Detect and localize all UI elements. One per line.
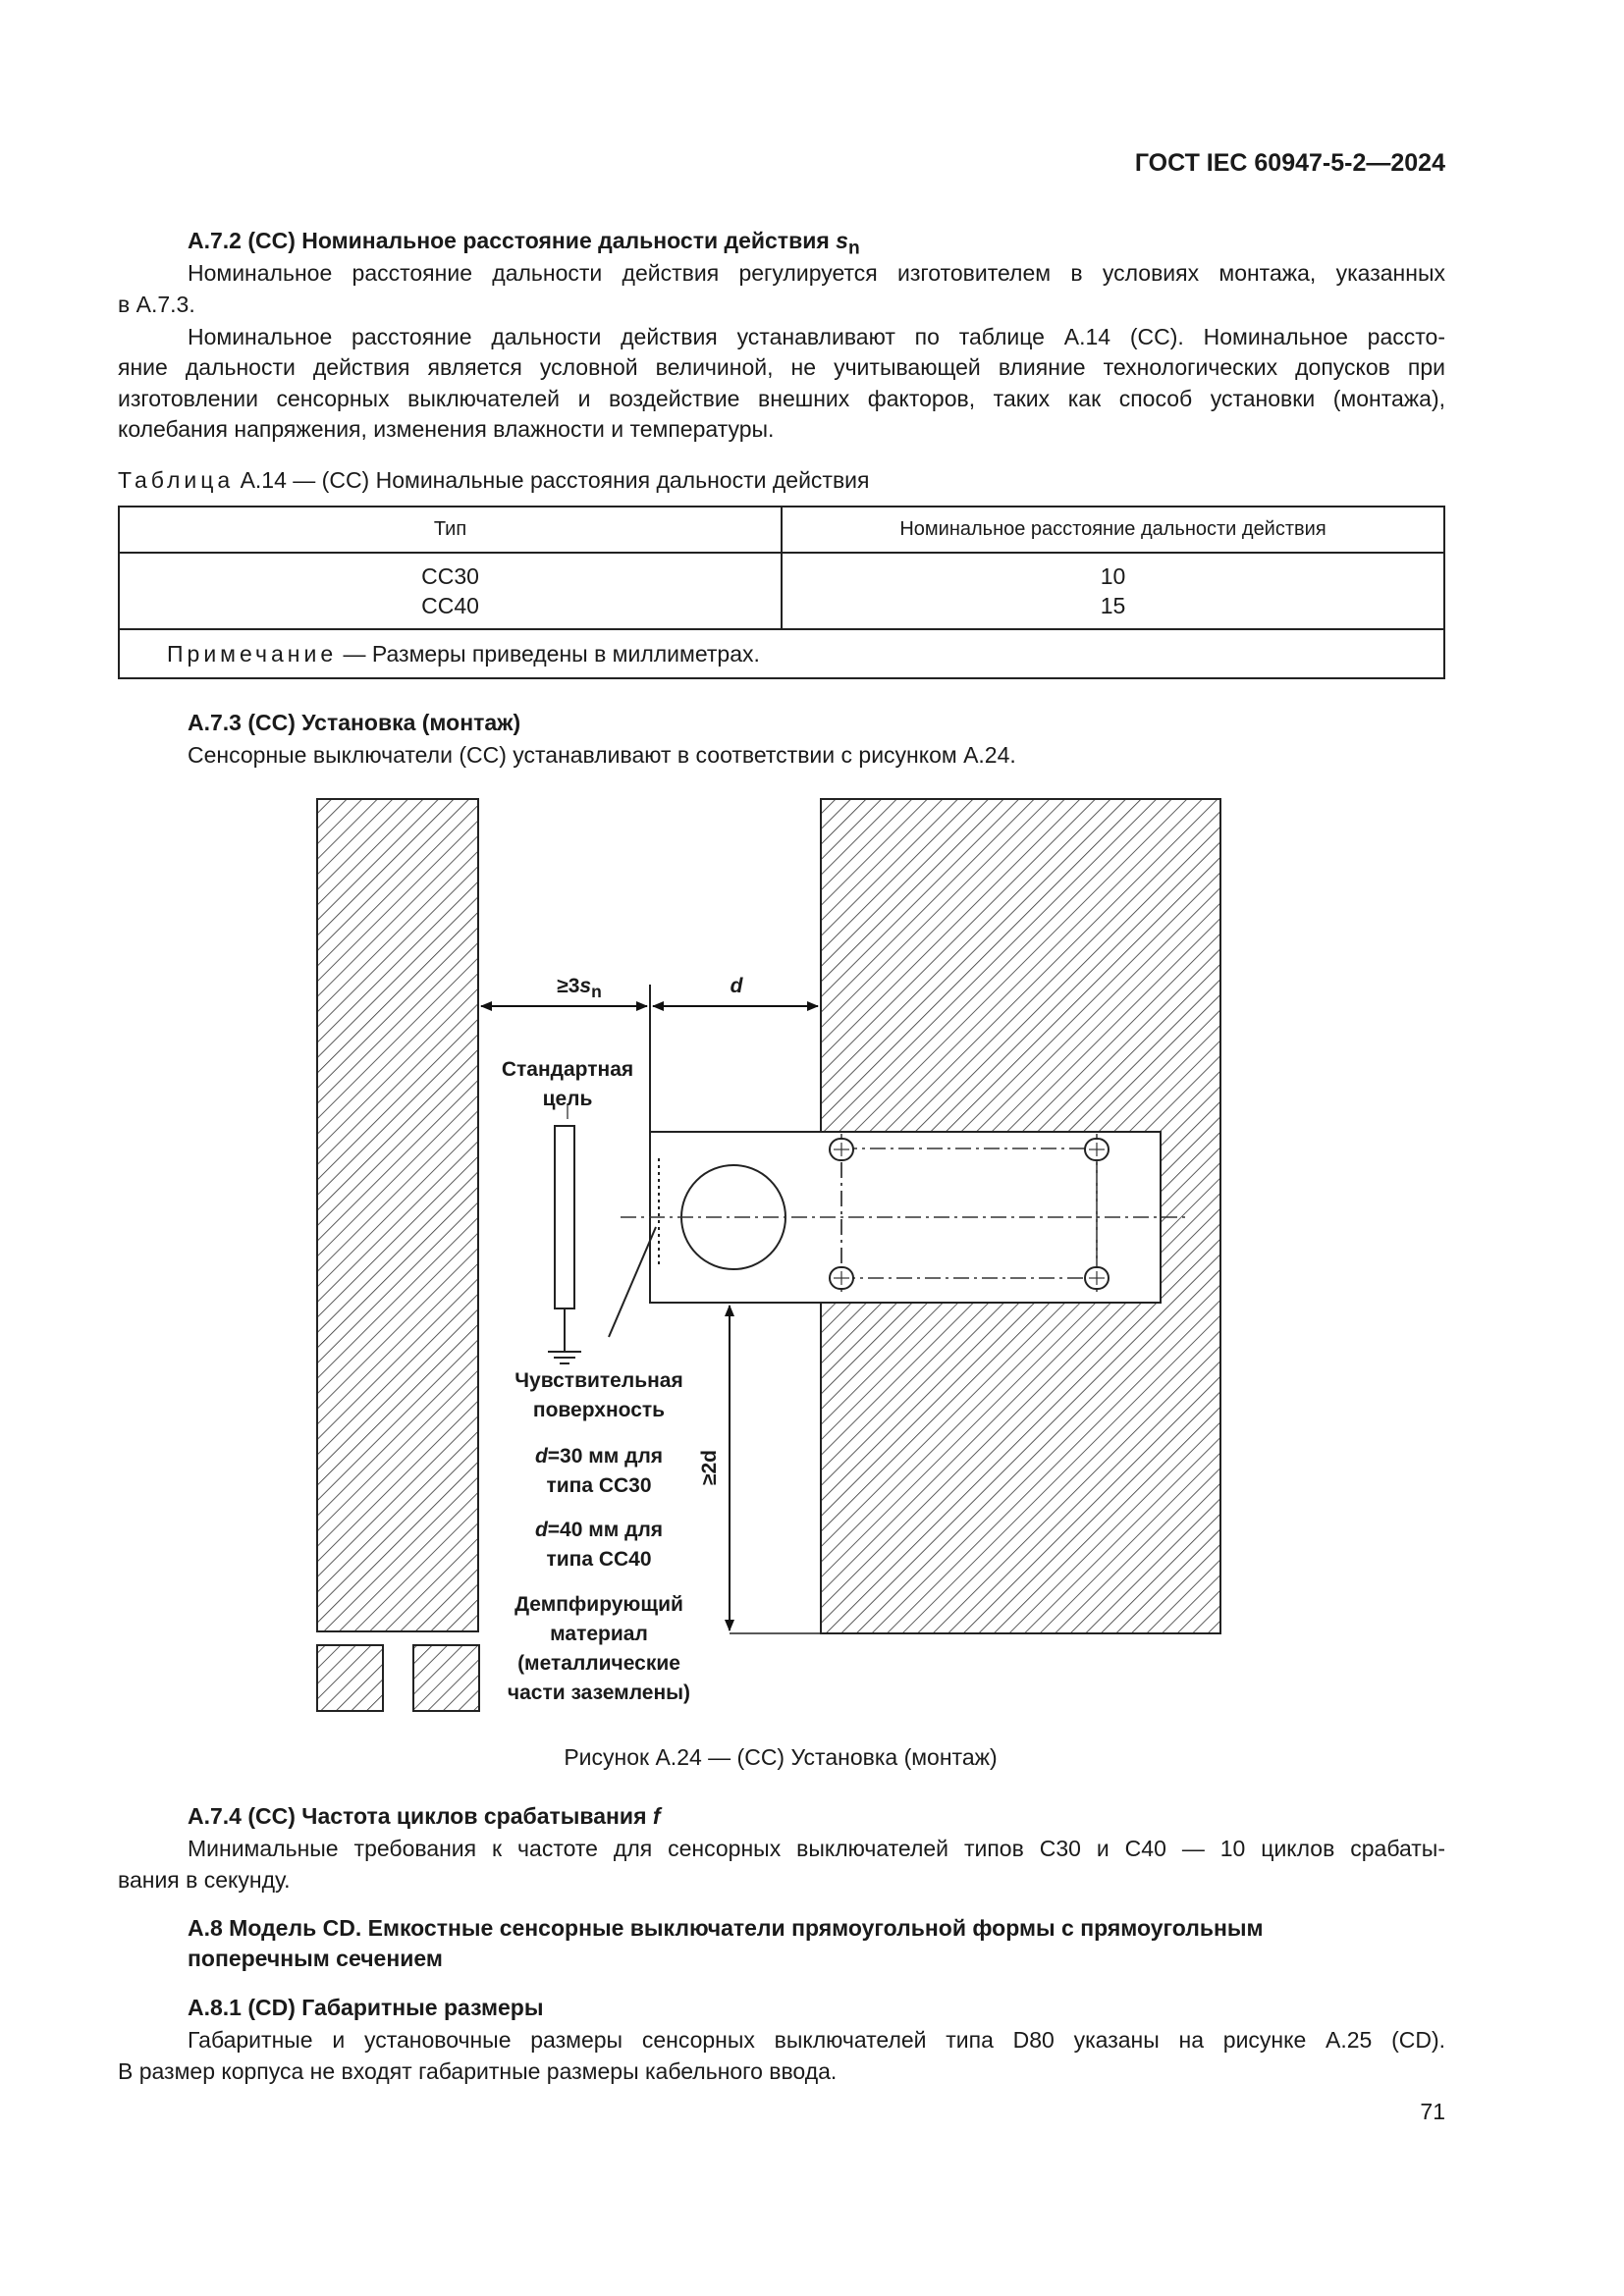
leader-sensitive-surface: [609, 1227, 656, 1337]
label-damping-l3: (металлические: [517, 1652, 680, 1675]
a72-p1-line2: в А.7.3.: [118, 292, 195, 317]
label-dim-3sn: [530, 972, 628, 1006]
document-code: ГОСТ IEC 60947-5-2—2024: [1134, 149, 1445, 177]
standard-target-plate: [555, 1126, 574, 1308]
label-d30-line2: типа CC30: [546, 1474, 652, 1497]
a81-p1-line1: Габаритные и установочные размеры сенсорных выключателей типа D80 указаны на рисунке А.25 (CD).: [188, 2027, 1445, 2053]
label-dim-2d: ≥2d: [698, 1449, 721, 1486]
a72-p2-line1: Номинальное расстояние дальности действия устанавливают по таблице А.14 (CC). Номинальное рассто-: [188, 324, 1445, 349]
page-number: 71: [1420, 2099, 1445, 2124]
table-type-cc30: CC30: [421, 563, 479, 589]
legend-square-2: [413, 1645, 479, 1711]
a74-p1-line2: вания в секунду.: [118, 1867, 291, 1893]
label-d30-line1: [491, 1442, 707, 1471]
left-wall-hatched: [317, 799, 478, 1631]
table-type-cc40: CC40: [421, 593, 479, 618]
label-dim-d: d: [730, 975, 743, 997]
label-d30-sym: d: [534, 1445, 548, 1468]
label-standard-target-l2: цель: [542, 1088, 593, 1110]
label-d40-rest: =40 мм для: [547, 1519, 664, 1541]
label-standard-target-l1: Стандартная: [501, 1058, 634, 1081]
figure-caption: Рисунок А.24 — (CC) Установка (монтаж): [564, 1744, 998, 1770]
table-header-type: Тип: [119, 507, 782, 553]
label-dim-3sn-sub: n: [591, 982, 602, 1002]
label-damping-l1: Демпфирующий: [514, 1593, 683, 1616]
table-note-rest: — Размеры приведены в миллиметрах.: [337, 640, 760, 667]
label-dim-3sn-text: ≥3: [557, 975, 580, 997]
symbol-s: s: [836, 228, 848, 253]
section-a72-title-text: А.7.2 (CC) Номинальное расстояние дальности действия: [188, 228, 837, 253]
table-value-cc40: 15: [1100, 593, 1126, 618]
label-d30: [491, 1442, 707, 1501]
symbol-f: f: [652, 1803, 661, 1829]
label-sensitive-surface: [491, 1366, 707, 1425]
a72-p2-line4: колебания напряжения, изменения влажности и температуры.: [118, 416, 775, 442]
label-damping-material: [491, 1590, 707, 1708]
section-a74-title: [188, 1803, 661, 1830]
label-standard-target: [479, 1055, 656, 1114]
section-a8-title-line2: поперечным сечением: [188, 1946, 443, 1971]
section-a81-title: А.8.1 (CD) Габаритные размеры: [188, 1995, 544, 2020]
section-a73-title: А.7.3 (CC) Установка (монтаж): [188, 710, 521, 735]
symbol-n: n: [847, 238, 860, 259]
a81-p1-line2: В размер корпуса не входят габаритные размеры кабельного ввода.: [118, 2058, 838, 2084]
label-damping-l4: части заземлены): [507, 1682, 691, 1704]
section-a8-title-line1: А.8 Модель CD. Емкостные сенсорные выключатели прямоугольной формы с прямоугольным: [188, 1915, 1264, 1941]
table-header-distance: Номинальное расстояние дальности действия: [782, 507, 1444, 553]
label-d30-rest: =30 мм для: [547, 1445, 664, 1468]
label-dim-3sn-sym: s: [579, 975, 592, 997]
legend-square-1: [317, 1645, 383, 1711]
a73-p1: Сенсорные выключатели (CC) устанавливают в соответствии с рисунком А.24.: [188, 742, 1016, 768]
label-sensitive-surface-l2: поверхность: [532, 1399, 666, 1421]
label-d40-line2: типа CC40: [546, 1548, 652, 1571]
label-damping-l2: материал: [550, 1623, 648, 1645]
table-caption-rest: А.14 — (CC) Номинальные расстояния дальности действия: [234, 467, 870, 493]
a72-p2-line3: изготовлении сенсорных выключателей и воздействие внешних факторов, таких как способ установки (монтажа),: [118, 386, 1445, 411]
section-a74-title-text: А.7.4 (CC) Частота циклов срабатывания: [188, 1803, 653, 1829]
a74-p1-line1: Минимальные требования к частоте для сенсорных выключателей типов С30 и С40 — 10 циклов срабаты-: [188, 1836, 1445, 1861]
label-sensitive-surface-l1: Чувствительная: [514, 1369, 683, 1392]
table-value-cc30: 10: [1100, 563, 1126, 589]
label-d40: [491, 1516, 707, 1575]
a72-p1-line1: Номинальное расстояние дальности действия регулируется изготовителем в условиях монтажа, указанных: [188, 260, 1445, 286]
table-caption-word: Таблица: [118, 467, 235, 493]
label-d40-sym: d: [534, 1519, 548, 1541]
a72-p2-line2: яние дальности действия является условной величиной, не учитывающей влияние технологических допусков при: [118, 354, 1445, 380]
table-note-word: Примечание: [167, 640, 338, 667]
label-d40-line1: [491, 1516, 707, 1545]
